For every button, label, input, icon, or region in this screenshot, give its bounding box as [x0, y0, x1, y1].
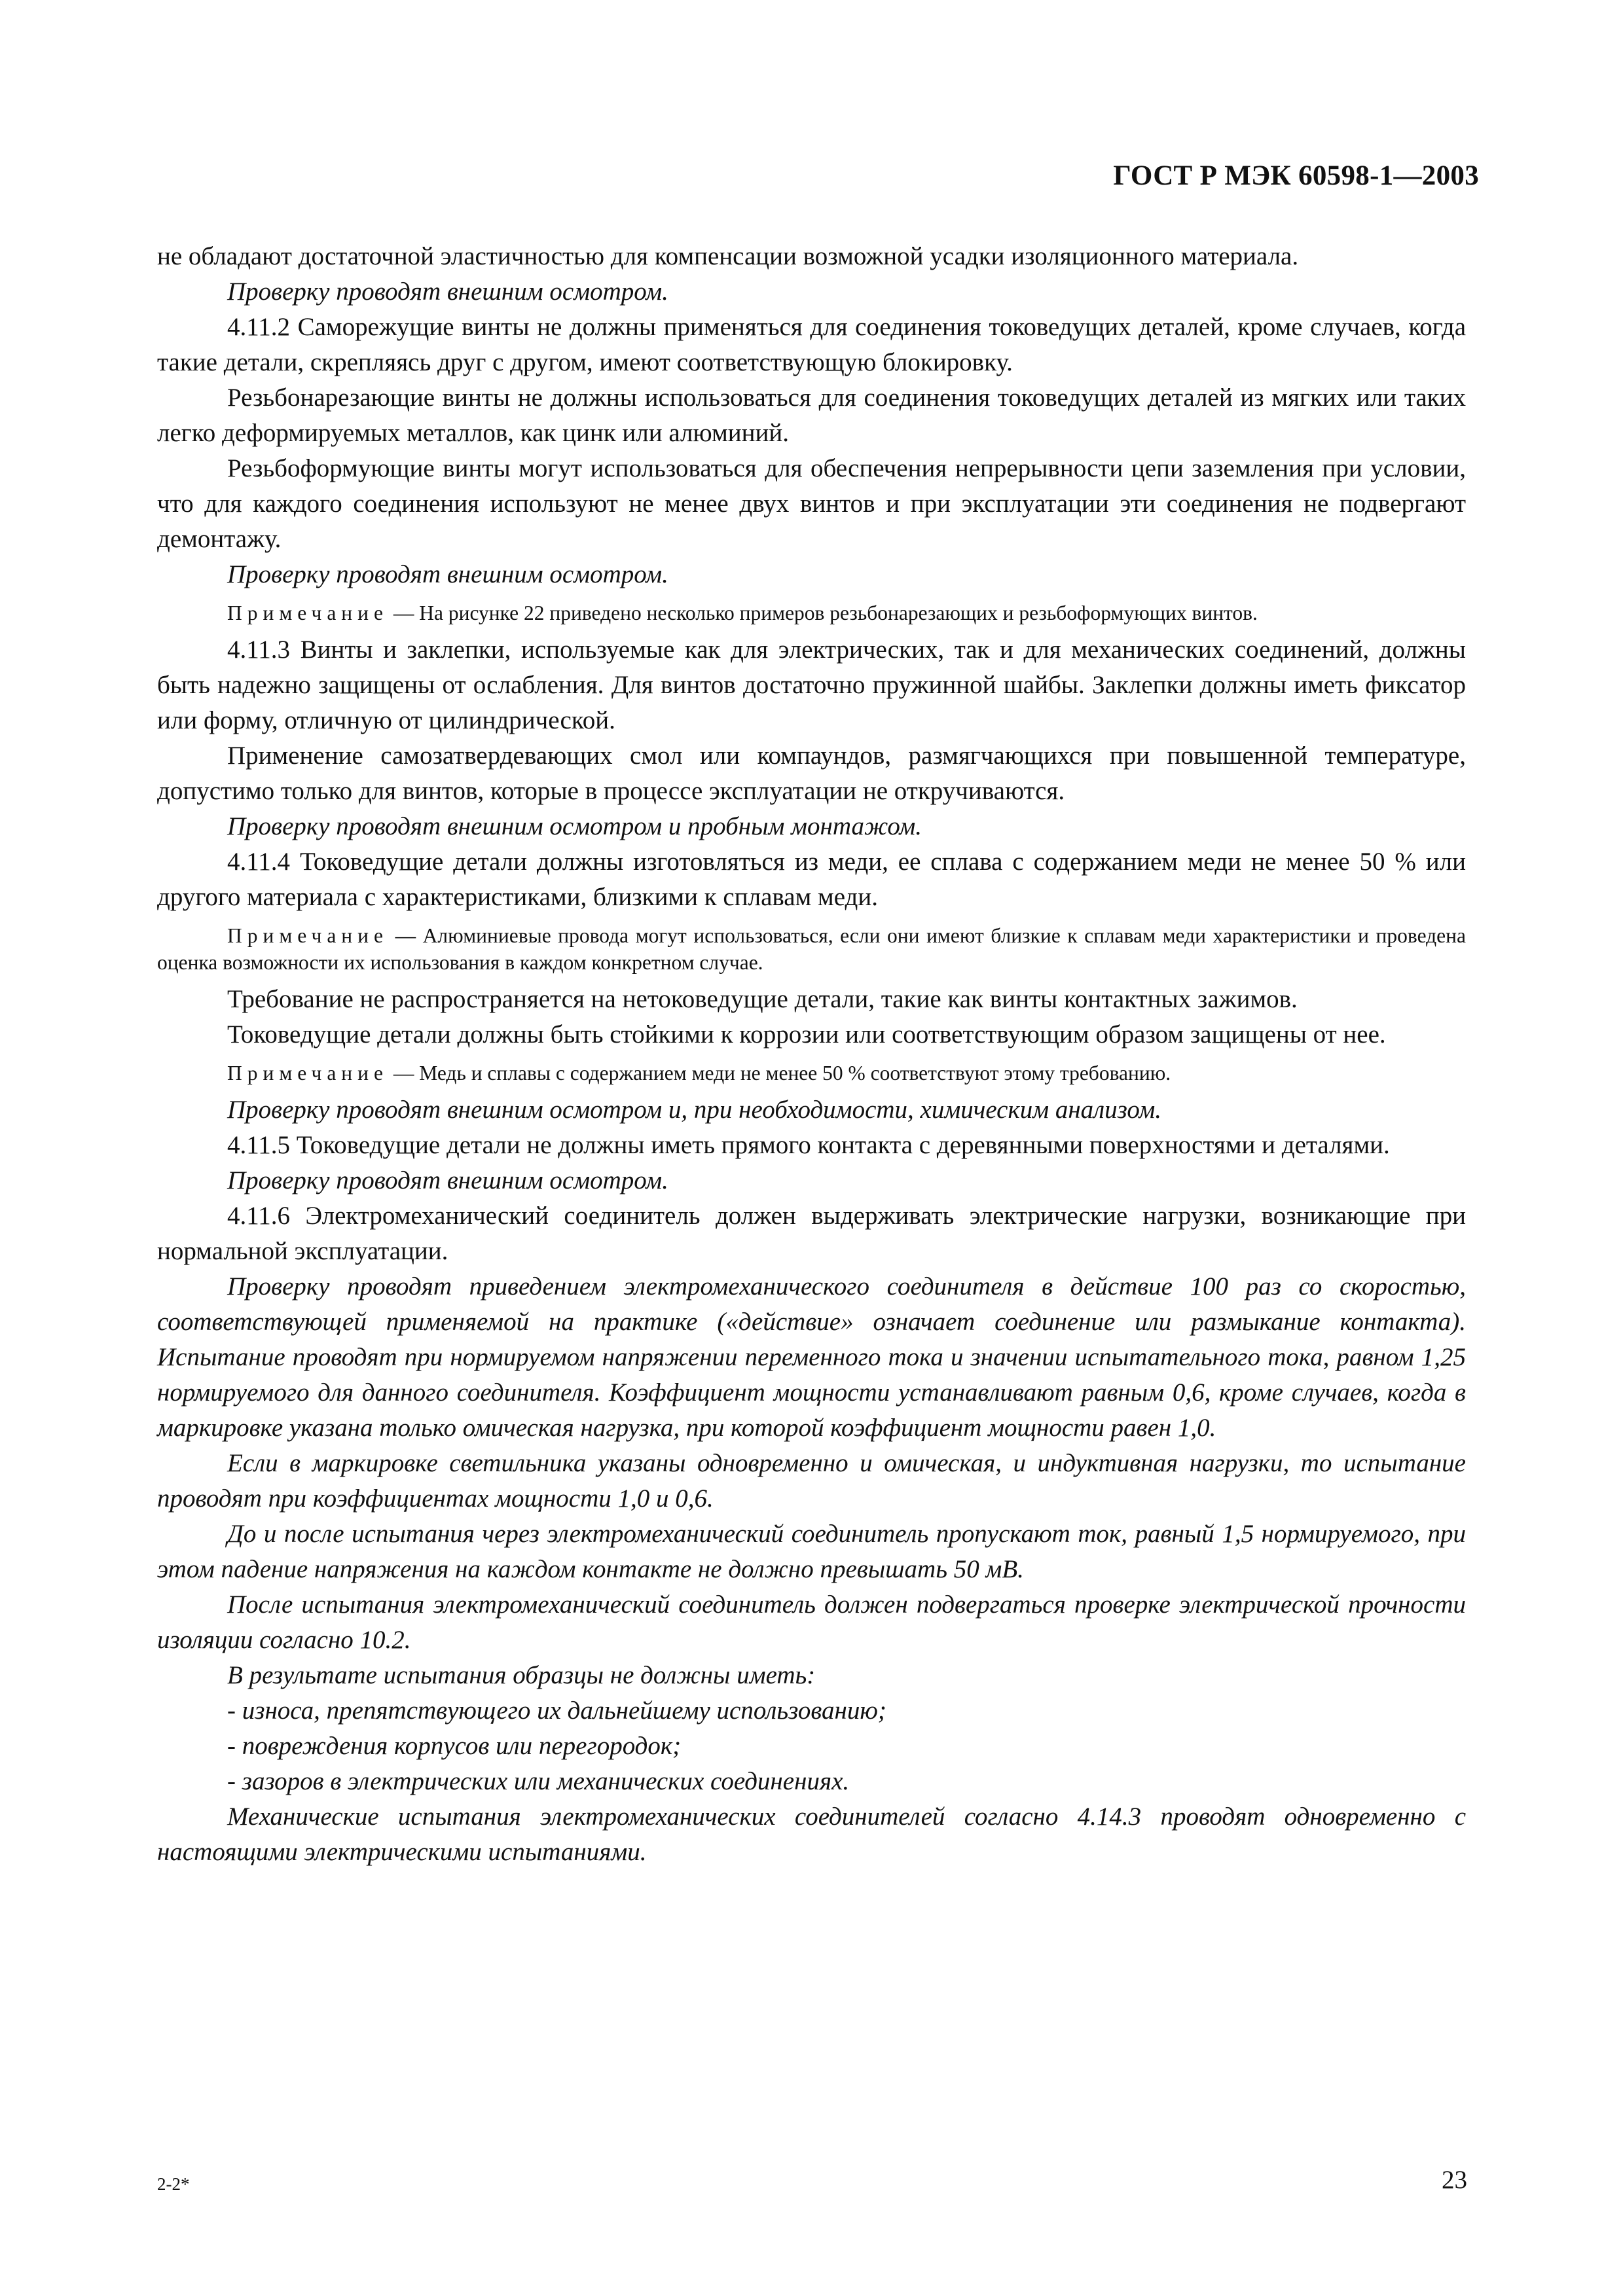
paragraph: не обладают достаточной эластичностью для компенсации возможной усадки изоляционного материала.	[157, 242, 1299, 270]
paragraph: Применение самозатвердевающих смол или компаундов, размягчающихся при повышенной температуре, допустимо только для винтов, которые в процессе эксплуатации не откручиваются.	[157, 742, 1466, 805]
test-procedure: После испытания электромеханический соединитель должен подвергаться проверке электрической прочности изоляции согласно 10.2.	[157, 1590, 1466, 1654]
check-procedure: Проверку проводят внешним осмотром и пробным монтажом.	[227, 812, 922, 840]
page-body	[157, 239, 1466, 1870]
check-procedure: Проверку проводят внешним осмотром.	[227, 560, 668, 588]
test-procedure: Проверку проводят приведением электромеханического соединителя в действие 100 раз со скоростью, соответствующей применяемой на практике («действие» означает соединение или размыкание контакта). Испытание проводят при нормируемом напряжении переменного тока и значении испытательного тока, равном 1,25 нормируемого для данного соединителя. Коэффициент мощности устанавливают равным 0,6, кроме случаев, когда в маркировке указана только омическая нагрузка, при которой коэффициент мощности равен 1,0.	[157, 1272, 1466, 1442]
test-procedure: В результате испытания образцы не должны иметь:	[227, 1661, 816, 1689]
note-1	[157, 600, 1466, 626]
paragraph: Резьбонарезающие винты не должны использоваться для соединения токоведущих деталей из мягких или таких легко деформируемых металлов, как цинк или алюминий.	[157, 384, 1466, 447]
paragraph: Требование не распространяется на нетоковедущие детали, такие как винты контактных зажимов.	[227, 985, 1298, 1013]
note-3	[157, 1060, 1466, 1086]
paragraph: Резьбоформующие винты могут использоваться для обеспечения непрерывности цепи заземления при условии, что для каждого соединения используют не менее двух винтов и при эксплуатации эти соединения не подвергают демонтажу.	[157, 454, 1466, 553]
clause-4-11-3: 4.11.3 Винты и заклепки, используемые как для электрических, так и для механических соединений, должны быть надежно защищены от ослабления. Для винтов достаточно пружинной шайбы. Заклепки должны иметь фиксатор или форму, отличную от цилиндрической.	[157, 636, 1466, 734]
sheet-mark: 2-2*	[157, 2174, 190, 2194]
clause-4-11-2: 4.11.2 Саморежущие винты не должны применяться для соединения токоведущих деталей, кроме случаев, когда такие детали, скрепляясь друг с другом, имеют соответствующую блокировку.	[157, 313, 1466, 376]
check-procedure: Проверку проводят внешним осмотром и, при необходимости, химическим анализом.	[227, 1096, 1162, 1124]
standard-designation: ГОСТ Р МЭК 60598-1—2003	[1113, 160, 1479, 191]
check-procedure: Проверку проводят внешним осмотром.	[227, 278, 668, 306]
note-2	[157, 922, 1466, 976]
note-label: Примечание	[227, 1062, 389, 1085]
note-label: Примечание	[227, 924, 389, 947]
list-item: - износа, препятствующего их дальнейшему использованию;	[227, 1696, 886, 1725]
check-procedure: Проверку проводят внешним осмотром.	[227, 1166, 668, 1194]
test-procedure: До и после испытания через электромеханический соединитель пропускают ток, равный 1,5 нормируемого, при этом падение напряжения на каждом контакте не должно превышать 50 мВ.	[157, 1520, 1466, 1583]
list-item: - зазоров в электрических или механических соединениях.	[227, 1767, 850, 1795]
clause-4-11-6: 4.11.6 Электромеханический соединитель должен выдерживать электрические нагрузки, возникающие при нормальной эксплуатации.	[157, 1202, 1466, 1265]
note-text: — Алюминиевые провода могут использоваться, если они имеют близкие к сплавам меди характеристики и проведена оценка возможности их использования в каждом конкретном случае.	[157, 924, 1467, 974]
test-procedure: Если в маркировке светильника указаны одновременно и омическая, и индуктивная нагрузки, то испытание проводят при коэффициентах мощности 1,0 и 0,6.	[157, 1449, 1466, 1513]
note-text: — Медь и сплавы с содержанием меди не менее 50 % соответствуют этому требованию.	[393, 1062, 1171, 1085]
page-number: 23	[1442, 2166, 1467, 2194]
list-item: - повреждения корпусов или перегородок;	[227, 1732, 682, 1760]
note-text: — На рисунке 22 приведено несколько примеров резьбонарезающих и резьбоформующих винтов.	[393, 601, 1258, 624]
note-label: Примечание	[227, 601, 389, 624]
paragraph: Токоведущие детали должны быть стойкими к коррозии или соответствующим образом защищены от нее.	[227, 1020, 1386, 1049]
clause-4-11-5: 4.11.5 Токоведущие детали не должны иметь прямого контакта с деревянными поверхностями и деталями.	[227, 1131, 1390, 1159]
test-procedure: Механические испытания электромеханических соединителей согласно 4.14.3 проводят одновременно с настоящими электрическими испытаниями.	[157, 1803, 1466, 1866]
clause-4-11-4: 4.11.4 Токоведущие детали должны изготовляться из меди, ее сплава с содержанием меди не менее 50 % или другого материала с характеристиками, близкими к сплавам меди.	[157, 848, 1466, 911]
